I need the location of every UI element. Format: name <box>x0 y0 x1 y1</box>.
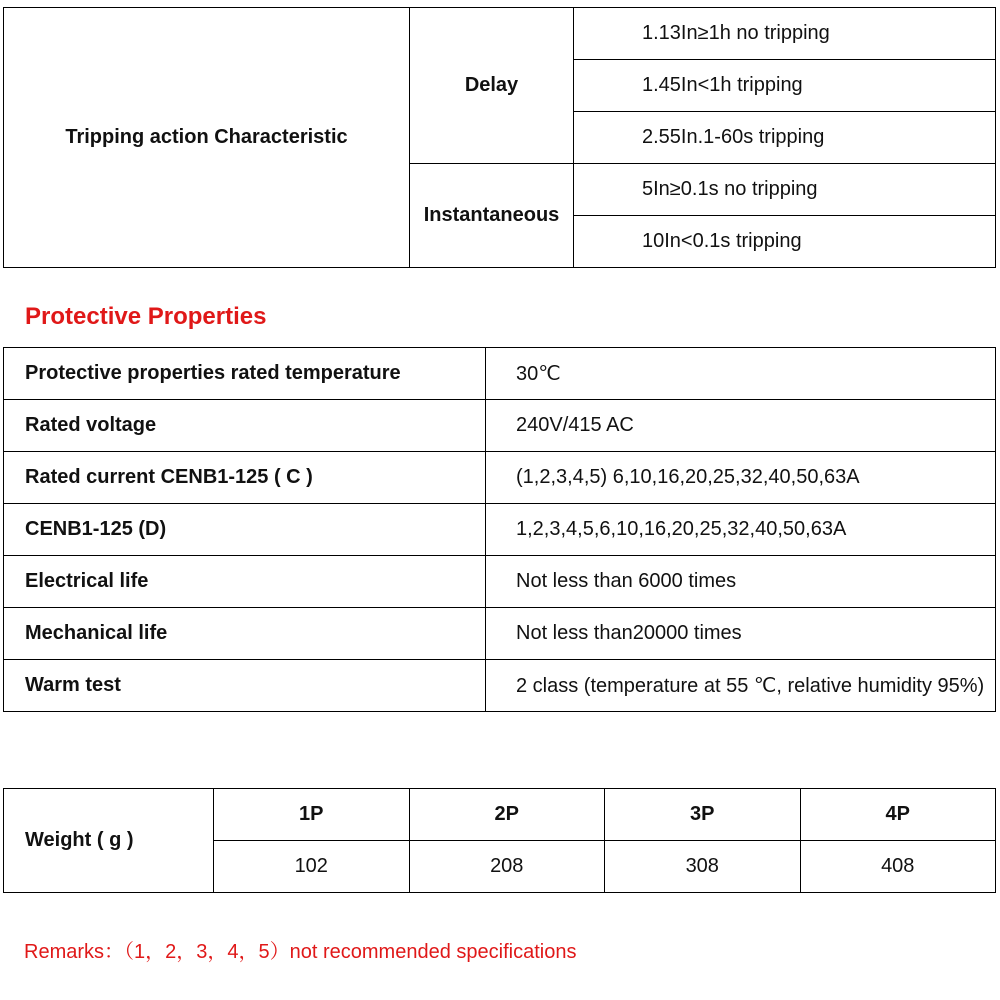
pole-header: 4P <box>800 789 996 841</box>
weight-value: 308 <box>605 841 801 893</box>
weight-value: 102 <box>214 841 410 893</box>
property-value: 240V/415 AC <box>486 400 996 452</box>
instantaneous-row: 10In<0.1s tripping <box>574 216 996 268</box>
property-key: Protective properties rated temperature <box>4 348 486 400</box>
table-row <box>4 400 996 452</box>
tripping-label: Tripping action Characteristic <box>4 8 410 268</box>
weight-value: 208 <box>409 841 605 893</box>
protective-properties-title: Protective Properties <box>25 303 267 330</box>
weight-table <box>3 788 996 893</box>
delay-label: Delay <box>410 8 574 164</box>
property-value: (1,2,3,4,5) 6,10,16,20,25,32,40,50,63A <box>486 452 996 504</box>
weight-value: 408 <box>800 841 996 893</box>
table-row <box>4 504 996 556</box>
pole-header: 3P <box>605 789 801 841</box>
property-key: Rated voltage <box>4 400 486 452</box>
tripping-characteristic-table <box>3 7 996 268</box>
property-value: Not less than20000 times <box>486 608 996 660</box>
delay-row: 2.55In.1-60s tripping <box>574 112 996 164</box>
delay-row: 1.45In<1h tripping <box>574 60 996 112</box>
protective-properties-table <box>3 347 996 712</box>
property-key: Mechanical life <box>4 608 486 660</box>
weight-label: Weight ( g ) <box>4 789 214 893</box>
delay-row: 1.13In≥1h no tripping <box>574 8 996 60</box>
property-key: Electrical life <box>4 556 486 608</box>
table-row <box>4 608 996 660</box>
property-key: CENB1-125 (D) <box>4 504 486 556</box>
property-key: Warm test <box>4 660 486 712</box>
table-row <box>4 660 996 712</box>
property-value: 30℃ <box>486 348 996 400</box>
table-row <box>4 556 996 608</box>
remarks-note: Remarks：（1，2，3，4，5）not recommended specifications <box>24 941 577 963</box>
property-value: 2 class (temperature at 55 ℃, relative humidity 95%) <box>486 660 996 712</box>
table-row <box>4 452 996 504</box>
pole-header: 2P <box>409 789 605 841</box>
table-row <box>4 348 996 400</box>
property-key: Rated current CENB1-125 ( C ) <box>4 452 486 504</box>
instantaneous-row: 5In≥0.1s no tripping <box>574 164 996 216</box>
instantaneous-label: Instantaneous <box>410 164 574 268</box>
property-value: Not less than 6000 times <box>486 556 996 608</box>
pole-header: 1P <box>214 789 410 841</box>
property-value: 1,2,3,4,5,6,10,16,20,25,32,40,50,63A <box>486 504 996 556</box>
